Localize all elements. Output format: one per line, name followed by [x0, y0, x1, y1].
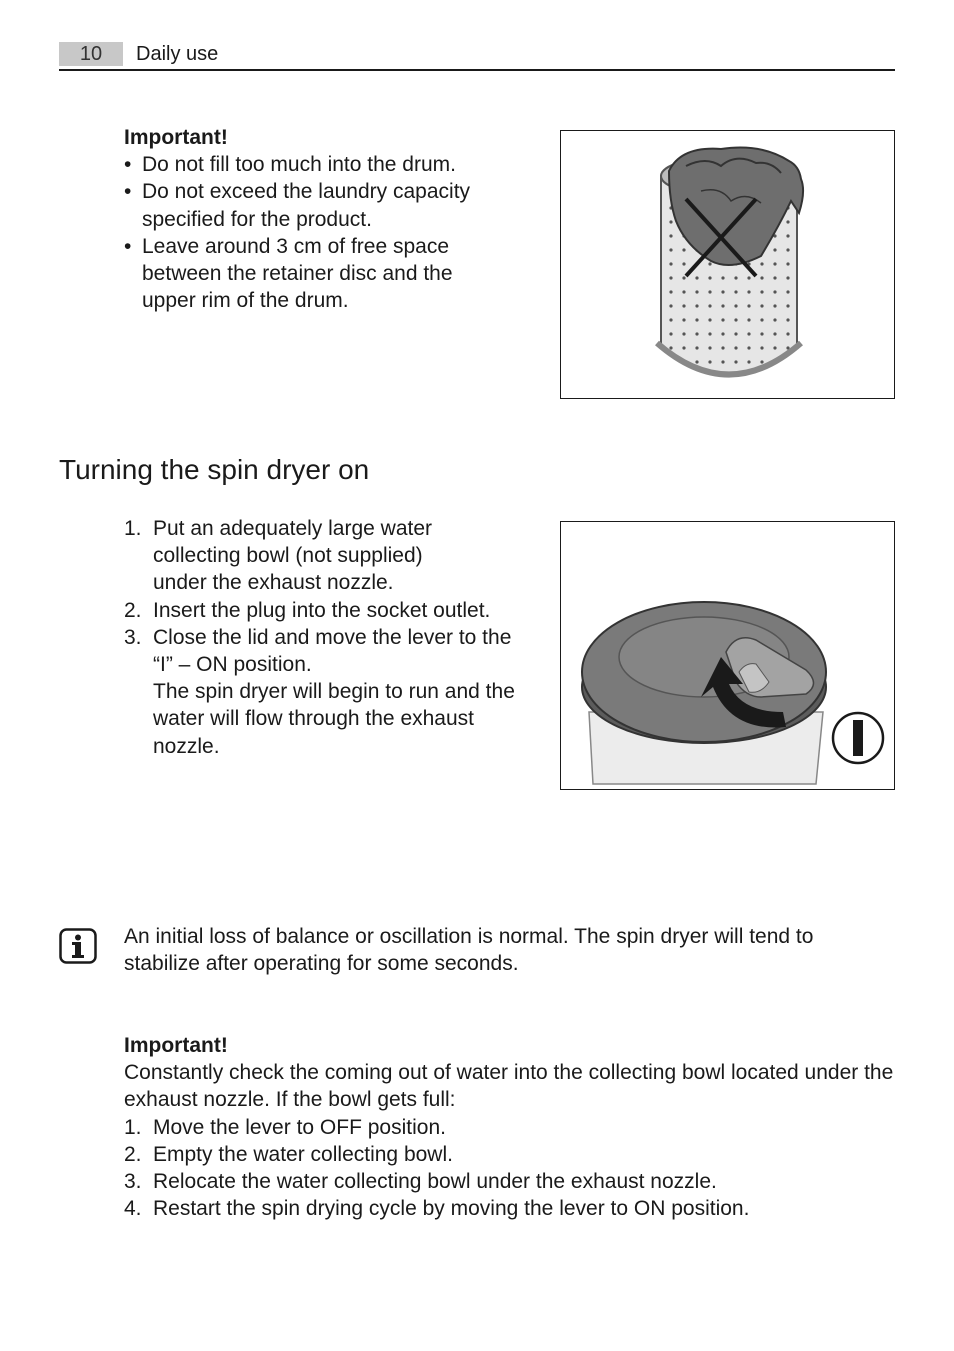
step-number: 1.: [124, 1115, 142, 1139]
step-number: 2.: [124, 1142, 142, 1166]
important-heading: Important!: [124, 126, 228, 149]
step-number: 4.: [124, 1197, 142, 1221]
important-heading: Important!: [124, 1034, 228, 1057]
list-item: [124, 1168, 899, 1195]
page-number: 10: [59, 42, 123, 66]
step-text: Move the lever to OFF position.: [153, 1115, 446, 1139]
list-item: [124, 1141, 899, 1168]
step-text: Insert the plug into the socket outlet.: [153, 598, 491, 622]
drum-drawing: [561, 131, 894, 398]
overfilled-drum-illustration: [560, 130, 895, 399]
steps-list: [124, 515, 524, 760]
lid-drawing: [561, 522, 894, 789]
step-text: Restart the spin drying cycle by moving the lever to ON position.: [153, 1197, 750, 1221]
step-text: Close the lid and move the lever to the “I” – ON position.: [153, 625, 512, 677]
turning-on-steps: [124, 515, 524, 760]
step-text: Empty the water collecting bowl.: [153, 1142, 453, 1166]
important-intro: Constantly check the coming out of water into the collecting bowl located under the exhaust nozzle. If the bowl gets full:: [124, 1061, 894, 1112]
info-note: An initial loss of balance or oscillation is normal. The spin dryer will tend to stabilize after operating for some seconds.: [124, 925, 814, 976]
lid-lever-illustration: [560, 521, 895, 790]
important-block-1: [124, 124, 544, 314]
list-item: • Do not exceed the laundry capacity specified for the product.: [124, 178, 487, 232]
list-item: [124, 1114, 899, 1141]
section-title: Turning the spin dryer on: [59, 454, 370, 485]
step-number: 3.: [124, 625, 142, 649]
list-item: [124, 624, 523, 760]
list-item: [124, 1195, 899, 1222]
list-item: • Do not fill too much into the drum.: [124, 151, 544, 178]
section-name: Daily use: [136, 43, 219, 65]
list-item: [124, 515, 463, 597]
step-text: Relocate the water collecting bowl under the exhaust nozzle.: [153, 1170, 717, 1194]
important-bullet-list: [124, 151, 544, 314]
info-icon: [59, 928, 97, 964]
list-item: [124, 597, 543, 624]
step-number: 2.: [124, 598, 142, 622]
step-extra-text: The spin dryer will begin to run and the water will flow through the exhaust nozzle.: [153, 680, 515, 758]
important-block-2: [124, 1032, 899, 1222]
overflow-steps-list: [124, 1114, 899, 1223]
step-text: Put an adequately large water collecting bowl (not supplied) under the exhaust nozzle.: [153, 517, 433, 595]
list-item: • Leave around 3 cm of free space between the retainer disc and the upper rim of the drum.: [124, 233, 482, 315]
page-header: [59, 40, 895, 71]
step-number: 3.: [124, 1170, 142, 1194]
step-number: 1.: [124, 517, 142, 540]
